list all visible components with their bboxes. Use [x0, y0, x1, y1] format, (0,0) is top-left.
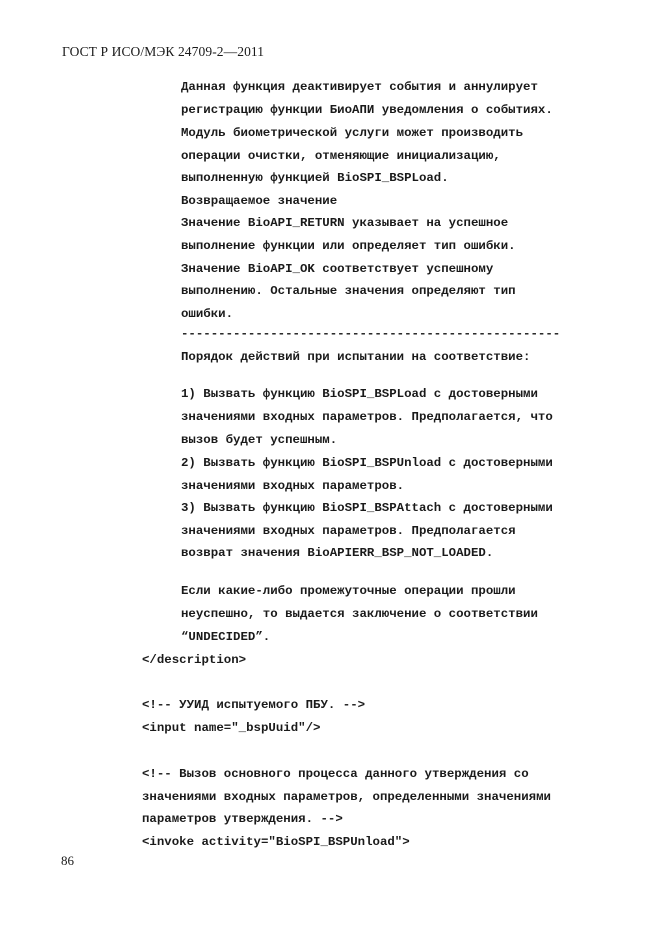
step-line: значениями входных параметров. Предполагается, что: [181, 410, 553, 424]
text-line: выполнение функции или определяет тип ошибки.: [181, 239, 516, 253]
text-line: операции очистки, отменяющие инициализацию,: [181, 149, 501, 163]
page-number: 86: [61, 853, 74, 868]
text-line: Возвращаемое значение: [181, 194, 338, 208]
separator-line: ---------------------------------------------------: [181, 327, 561, 341]
comment-invoke-line: <!-- Вызов основного процесса данного утверждения со: [142, 767, 529, 781]
step-line: 2) Вызвать функцию BioSPI_BSPUnload с достоверными: [181, 456, 553, 470]
text-line: Значение BioAPI_OK соответствует успешному: [181, 262, 494, 276]
step-line: возврат значения BioAPIERR_BSP_NOT_LOADED.: [181, 546, 494, 560]
conclusion-line: неуспешно, то выдается заключение о соответствии: [181, 607, 538, 621]
step-line: 1) Вызвать функцию BioSPI_BSPLoad с достоверными: [181, 387, 538, 401]
text-line: выполненную функцией BioSPI_BSPLoad.: [181, 171, 449, 185]
text-line: Значение BioAPI_RETURN указывает на успешное: [181, 216, 509, 230]
description-close-tag: </description>: [142, 653, 247, 667]
text-line: Порядок действий при испытании на соответствие:: [181, 350, 531, 364]
conclusion-line: Если какие-либо промежуточные операции прошли: [181, 584, 516, 598]
page-header: ГОСТ Р ИСО/МЭК 24709-2—2011: [62, 44, 265, 59]
step-line: значениями входных параметров.: [181, 479, 405, 493]
comment-invoke-line: значениями входных параметров, определенными значениями: [142, 790, 551, 804]
text-line: Модуль биометрической услуги может производить: [181, 126, 524, 140]
text-line: регистрацию функции БиоАПИ уведомления о событиях.: [181, 103, 553, 117]
step-line: вызов будет успешным.: [181, 433, 338, 447]
text-line: Данная функция деактивирует события и аннулирует: [181, 80, 538, 94]
step-line: значениями входных параметров. Предполагается: [181, 524, 516, 538]
text-line: выполнению. Остальные значения определяют тип: [181, 284, 516, 298]
comment-uuid: <!-- УУИД испытуемого ПБУ. -->: [142, 698, 366, 712]
invoke-tag: <invoke activity="BioSPI_BSPUnload">: [142, 835, 410, 849]
conclusion-line: “UNDECIDED”.: [181, 630, 271, 644]
input-tag: <input name="_bspUuid"/>: [142, 721, 321, 735]
step-line: 3) Вызвать функцию BioSPI_BSPAttach с достоверными: [181, 501, 553, 515]
text-line: ошибки.: [181, 307, 234, 321]
comment-invoke-line: параметров утверждения. -->: [142, 812, 343, 826]
